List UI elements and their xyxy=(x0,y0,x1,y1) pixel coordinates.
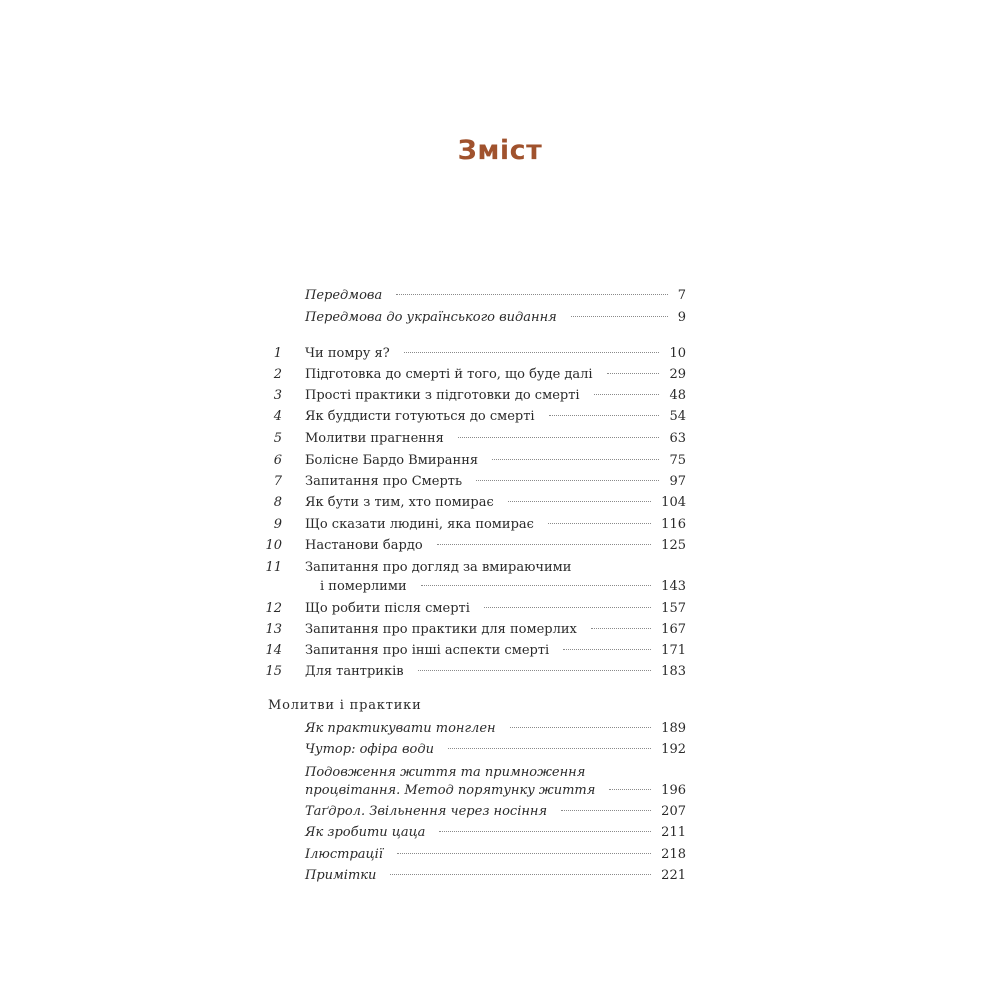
toc-entry-title: Прості практики з підготовки до смерті xyxy=(305,388,580,403)
toc-entry-title: Запитання про Смерть xyxy=(305,474,463,489)
toc-page-number: 157 xyxy=(661,601,686,616)
toc-entry-title: Підготовка до смерті й того, що буде далі xyxy=(305,367,593,382)
toc-entry-title: Молитви прагнення xyxy=(305,431,444,446)
toc-page-number: 29 xyxy=(669,367,686,382)
toc-page-number: 116 xyxy=(661,517,686,532)
toc-page-number: 221 xyxy=(661,868,686,883)
toc-entry-title: Як зробити цаца xyxy=(305,825,426,840)
chapter-number: 6 xyxy=(273,453,282,468)
toc-page-number: 167 xyxy=(661,622,686,637)
chapter-number: 4 xyxy=(273,409,282,424)
toc-page-number: 183 xyxy=(661,664,686,679)
toc-page-number: 54 xyxy=(669,409,686,424)
toc-page-number: 125 xyxy=(661,538,686,553)
toc-page-number: 48 xyxy=(669,388,686,403)
toc-entry-title: Чи помру я? xyxy=(305,346,390,361)
chapter-number: 7 xyxy=(273,474,282,489)
toc-entry-title: Запитання про інші аспекти смерті xyxy=(305,643,550,658)
chapter-number: 11 xyxy=(265,560,282,575)
chapter-number: 5 xyxy=(273,431,282,446)
toc-entry-title: Що сказати людині, яка помирає xyxy=(305,517,534,532)
chapter-number: 8 xyxy=(273,495,282,510)
toc-page-number: 171 xyxy=(661,643,686,658)
toc-page-number: 211 xyxy=(661,825,686,840)
toc-entry-title: Передмова xyxy=(305,288,383,303)
toc-page-number: 196 xyxy=(661,783,686,798)
toc-entry-title: Ілюстрації xyxy=(305,847,383,862)
chapter-number: 14 xyxy=(265,643,282,658)
toc-entry-title-line2: і померлими xyxy=(320,579,407,594)
toc-page-number: 10 xyxy=(669,346,686,361)
chapter-number: 2 xyxy=(273,367,282,382)
toc-page-number: 9 xyxy=(677,310,686,325)
chapter-number: 12 xyxy=(265,601,282,616)
chapter-number: 13 xyxy=(265,622,282,637)
toc-page-number: 7 xyxy=(677,288,686,303)
toc-entry-title: Болісне Бардо Вмирання xyxy=(305,453,479,468)
chapter-number: 3 xyxy=(273,388,282,403)
toc-entry-title: Як бути з тим, хто помирає xyxy=(305,495,494,510)
toc-entry-title-line2: процвітання. Метод порятунку життя xyxy=(305,783,596,798)
toc-page-number: 143 xyxy=(661,579,686,594)
toc-page-number: 189 xyxy=(661,721,686,736)
toc-entry-title: Передмова до українського видання xyxy=(305,310,557,325)
toc-page-number: 97 xyxy=(669,474,686,489)
toc-entry-title: Настанови бардо xyxy=(305,538,423,553)
toc-entry-title-line1: Запитання про догляд за вмираючими xyxy=(305,560,572,575)
toc-page-number: 104 xyxy=(661,495,686,510)
toc-page-number: 207 xyxy=(661,804,686,819)
section-heading-prayers: Молитви і практики xyxy=(268,698,422,713)
chapter-number: 10 xyxy=(265,538,282,553)
toc-page-number: 192 xyxy=(661,742,686,757)
toc-entry-title: Що робити після смерті xyxy=(305,601,470,616)
toc-entry-title: Примітки xyxy=(305,868,377,883)
toc-entry-title: Як практикувати тонглен xyxy=(305,721,496,736)
toc-entry-title: Як буддисти готуються до смерті xyxy=(305,409,535,424)
toc-entry-title: Таґдрол. Звільнення через носіння xyxy=(305,804,548,819)
toc-page-number: 63 xyxy=(669,431,686,446)
chapter-number: 9 xyxy=(273,517,282,532)
chapter-number: 1 xyxy=(273,346,282,361)
toc-entry-title: Чутор: офіра води xyxy=(305,742,434,757)
page-title: Зміст xyxy=(457,135,543,166)
chapter-number: 15 xyxy=(265,664,282,679)
toc-entry-title: Для тантриків xyxy=(305,664,404,679)
toc-entry-title-line1: Подовження життя та примноження xyxy=(305,765,586,780)
toc-entry-title: Запитання про практики для померлих xyxy=(305,622,577,637)
toc-page-number: 75 xyxy=(669,453,686,468)
toc-page-number: 218 xyxy=(661,847,686,862)
